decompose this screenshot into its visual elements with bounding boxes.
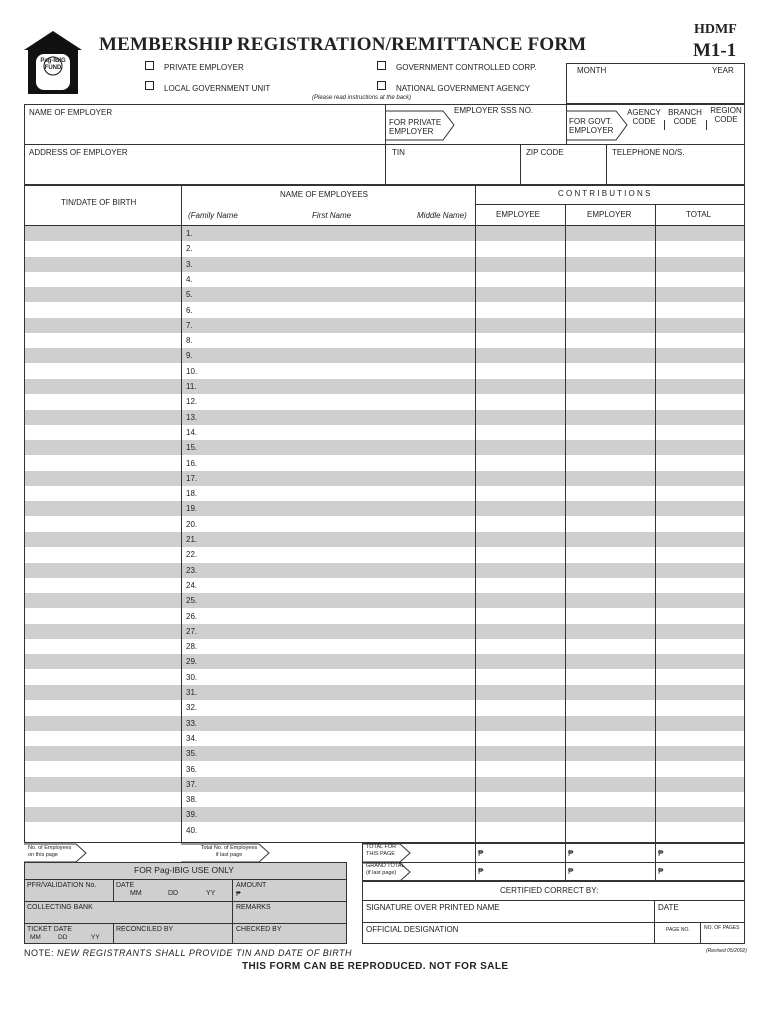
middle-name-header: Middle Name) bbox=[417, 211, 467, 220]
for-pagibig-use-only: FOR Pag-IBIG USE ONLY bbox=[134, 865, 234, 875]
row-number: 13. bbox=[186, 413, 198, 422]
pfr-validation-label: PFR/VALIDATION No. bbox=[27, 882, 97, 889]
name-of-employer-field[interactable] bbox=[26, 118, 383, 142]
reproduce-notice: THIS FORM CAN BE REPRODUCED. NOT FOR SALE bbox=[242, 961, 509, 972]
row-number: 21. bbox=[186, 535, 198, 544]
row-number: 4. bbox=[186, 275, 193, 284]
telephone-field[interactable] bbox=[608, 158, 743, 183]
row-number: 7. bbox=[186, 321, 193, 330]
yy-label: YY bbox=[206, 890, 216, 897]
zip-code-field[interactable] bbox=[522, 158, 604, 183]
family-name-header: (Family Name bbox=[188, 211, 238, 220]
employee-table bbox=[24, 185, 745, 843]
names-header: NAME OF EMPLOYEES bbox=[280, 190, 369, 199]
row-number: 15. bbox=[186, 443, 198, 452]
note-prefix: NOTE: bbox=[24, 948, 55, 958]
branch-code-label: BRANCH CODE bbox=[668, 108, 702, 126]
amount-peso[interactable]: ₱ bbox=[236, 891, 241, 898]
employer-sss-field[interactable] bbox=[458, 117, 564, 142]
checked-by-label: CHECKED BY bbox=[236, 926, 282, 933]
row-number: 30. bbox=[186, 673, 198, 682]
row-number: 1. bbox=[186, 229, 193, 238]
row-number: 22. bbox=[186, 550, 198, 559]
row-number: 29. bbox=[186, 657, 198, 666]
row-number: 40. bbox=[186, 826, 198, 835]
mm-label: MM bbox=[130, 890, 142, 897]
peso-total-total[interactable]: ₱ bbox=[658, 849, 664, 858]
first-name-header: First Name bbox=[312, 211, 352, 220]
form-code: M1-1 bbox=[693, 40, 737, 61]
contributions-header: C O N T R I B U T I O N S bbox=[558, 189, 651, 198]
checkbox-government-controlled-corp[interactable] bbox=[377, 61, 386, 70]
agency-code-label: AGENCY CODE bbox=[627, 108, 661, 126]
total-contribution-header: TOTAL bbox=[686, 210, 712, 219]
row-number: 36. bbox=[186, 765, 198, 774]
peso-employee-grand[interactable]: ₱ bbox=[478, 867, 484, 876]
address-of-employer-field[interactable] bbox=[26, 158, 383, 183]
zip-code-label: ZIP CODE bbox=[526, 148, 564, 157]
checkbox-national-government-agency[interactable] bbox=[377, 81, 386, 90]
note-text: NEW REGISTRANTS SHALL PROVIDE TIN AND DATE OF BIRTH bbox=[57, 948, 353, 958]
row-number: 17. bbox=[186, 474, 198, 483]
row-number: 18. bbox=[186, 489, 198, 498]
peso-employee-total[interactable]: ₱ bbox=[478, 849, 484, 858]
peso-total-grand[interactable]: ₱ bbox=[658, 867, 664, 876]
signature-field[interactable] bbox=[364, 912, 652, 921]
certified-correct-label: CERTIFIED CORRECT BY: bbox=[500, 886, 599, 895]
instructions-note: (Please read instructions at the back) bbox=[312, 95, 412, 101]
for-private-employer-label: FOR PRIVATE EMPLOYER bbox=[389, 118, 442, 136]
reconciled-by-label: RECONCILED BY bbox=[116, 926, 174, 933]
row-number: 23. bbox=[186, 566, 198, 575]
label-government-controlled-corp: GOVERNMENT CONTROLLED CORP. bbox=[396, 63, 537, 72]
remarks-label: REMARKS bbox=[236, 904, 271, 911]
peso-employer-grand[interactable]: ₱ bbox=[568, 867, 574, 876]
employees-this-page-label: No. of Employees on this page bbox=[28, 845, 72, 858]
row-number: 10. bbox=[186, 367, 198, 376]
for-govt-employer-label: FOR GOVT. EMPLOYER bbox=[569, 117, 614, 135]
grand-total-label: GRAND TOTAL (if last page) bbox=[366, 863, 405, 876]
row-number: 31. bbox=[186, 688, 198, 697]
row-number: 28. bbox=[186, 642, 198, 651]
ticket-date-label: TICKET DATE bbox=[27, 926, 72, 933]
row-number: 5. bbox=[186, 290, 193, 299]
label-national-government-agency: NATIONAL GOVERNMENT AGENCY bbox=[396, 84, 531, 93]
date-label-pagibig: DATE bbox=[116, 882, 135, 889]
peso-employer-total[interactable]: ₱ bbox=[568, 849, 574, 858]
row-number: 35. bbox=[186, 749, 198, 758]
row-number: 34. bbox=[186, 734, 198, 743]
row-number: 19. bbox=[186, 504, 198, 513]
address-of-employer-label: ADDRESS OF EMPLOYER bbox=[29, 148, 128, 157]
tin-dob-header: TIN/DATE OF BIRTH bbox=[61, 198, 137, 207]
logo-text: Pag-IBIG FUND bbox=[40, 58, 66, 71]
row-number: 38. bbox=[186, 795, 198, 804]
signature-label: SIGNATURE OVER PRINTED NAME bbox=[366, 903, 500, 912]
row-number: 2. bbox=[186, 244, 193, 253]
month-label: MONTH bbox=[577, 66, 607, 75]
no-of-pages-label: NO. OF PAGES bbox=[704, 925, 740, 931]
agency-label: HDMF bbox=[694, 22, 737, 37]
tin-field[interactable] bbox=[387, 158, 518, 183]
row-number: 25. bbox=[186, 596, 198, 605]
row-number: 14. bbox=[186, 428, 198, 437]
row-number: 26. bbox=[186, 612, 198, 621]
row-number: 9. bbox=[186, 351, 193, 360]
row-number: 24. bbox=[186, 581, 198, 590]
label-private-employer: PRIVATE EMPLOYER bbox=[164, 63, 244, 72]
row-number: 37. bbox=[186, 780, 198, 789]
row-number: 6. bbox=[186, 306, 193, 315]
row-number: 8. bbox=[186, 336, 193, 345]
year-label: YEAR bbox=[712, 66, 734, 75]
checkbox-private-employer[interactable] bbox=[145, 61, 154, 70]
date-label-cert: DATE bbox=[658, 903, 679, 912]
form-title: MEMBERSHIP REGISTRATION/REMITTANCE FORM bbox=[99, 34, 587, 55]
telephone-label: TELEPHONE NO/S. bbox=[612, 148, 685, 157]
official-designation-label: OFFICIAL DESIGNATION bbox=[366, 925, 459, 934]
row-number: 20. bbox=[186, 520, 198, 529]
label-local-government-unit: LOCAL GOVERNMENT UNIT bbox=[164, 84, 271, 93]
employee-contribution-header: EMPLOYEE bbox=[496, 210, 541, 219]
row-number: 39. bbox=[186, 810, 198, 819]
row-number: 33. bbox=[186, 719, 198, 728]
revised-label: (Revised 05/2002) bbox=[706, 948, 747, 954]
total-employees-label: Total No. of Employees if last page bbox=[200, 845, 258, 858]
total-this-page-label: TOTAL FOR THIS PAGE bbox=[366, 844, 397, 857]
ticket-mm-label: MM bbox=[30, 934, 41, 941]
name-of-employer-label: NAME OF EMPLOYER bbox=[29, 108, 113, 117]
employer-sss-label: EMPLOYER SSS NO. bbox=[454, 106, 534, 115]
row-number: 3. bbox=[186, 260, 193, 269]
row-number: 11. bbox=[186, 382, 197, 391]
row-number: 16. bbox=[186, 459, 198, 468]
ticket-yy-label: YY bbox=[91, 934, 100, 941]
row-number: 27. bbox=[186, 627, 198, 636]
collecting-bank-label: COLLECTING BANK bbox=[27, 904, 93, 911]
row-number: 32. bbox=[186, 703, 198, 712]
employer-contribution-header: EMPLOYER bbox=[587, 210, 632, 219]
region-code-label: REGION CODE bbox=[710, 106, 742, 124]
dd-label: DD bbox=[168, 890, 179, 897]
ticket-dd-label: DD bbox=[58, 934, 68, 941]
amount-label: AMOUNT bbox=[236, 882, 267, 889]
tin-label: TIN bbox=[392, 148, 405, 157]
row-number: 12. bbox=[186, 397, 198, 406]
page-no-label: PAGE NO. bbox=[666, 927, 690, 933]
checkbox-local-government-unit[interactable] bbox=[145, 81, 154, 90]
